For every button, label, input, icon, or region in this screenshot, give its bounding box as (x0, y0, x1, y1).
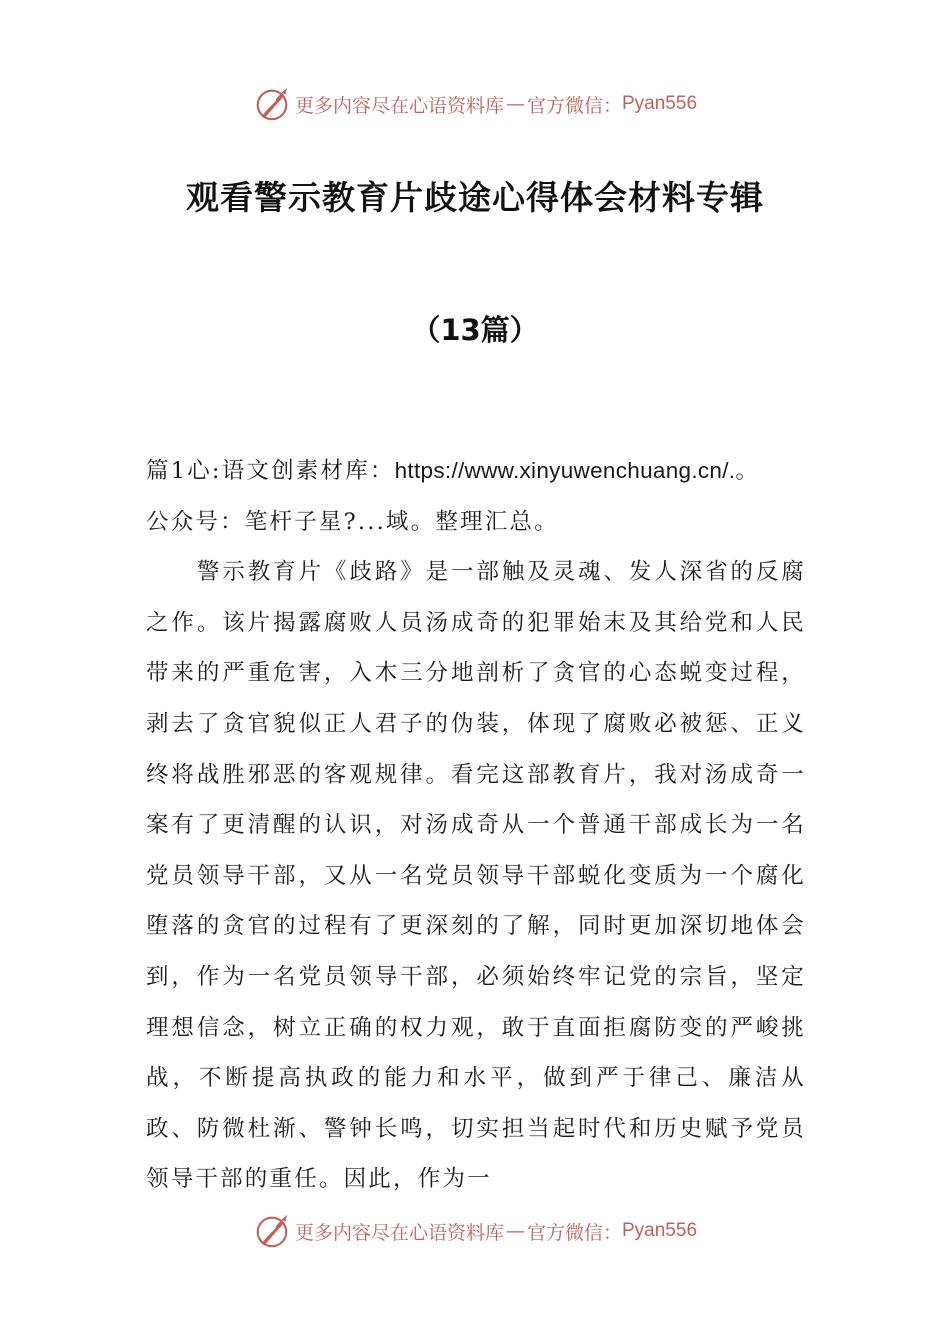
watermark-label: 官方微信： (526, 94, 622, 117)
document-title: 观看警示教育片歧途心得体会材料专辑 (186, 178, 764, 217)
source-url: https://www.xinyuwenchuang.cn/. (394, 458, 736, 483)
watermark-account: Pyan556 (622, 1220, 698, 1241)
watermark-separator: — (505, 93, 525, 115)
quill-pen-logo-icon (253, 85, 291, 123)
watermark-label: 官方微信： (526, 1221, 622, 1244)
intro-line-1 (146, 446, 806, 497)
body-paragraph: 警示教育片《歧路》是一部触及灵魂、发人深省的反腐之作。该片揭露腐败人员汤成奇的犯罪始末及其给党和人民带来的严重危害，入木三分地剖析了贪官的心态蜕变过程，剥去了贪官貌似正人君子的伪装，体现了腐败必被惩、正义终将战胜邪恶的客观规律。看完这部教育片，我对汤成奇一案有了更清醒的认识，对汤成奇从一个普通干部成长为一名党员领导干部，又从一名党员领导干部蜕化变质为一个腐化堕落的贪官的过程有了更深刻的了解，同时更加深切地体会到，作为一名党员领导干部，必须始终牢记党的宗旨，坚定理想信念，树立正确的权力观，敢于直面拒腐防变的严峻挑战，不断提高执政的能力和水平，做到严于律己、廉洁从政、防微杜渐、警钟长鸣，切实担当起时代和历史赋予党员领导干部的重任。因此，作为一 (146, 559, 806, 1193)
intro-prefix: 篇1心:语文创素材库： (146, 458, 395, 484)
watermark-brand: 更多内容尽在心语资料库 (294, 1221, 504, 1244)
intro-line-2: 公众号：笔杆子星?...域。整理汇总。 (146, 508, 559, 535)
document-body (146, 446, 806, 1205)
quill-pen-logo-icon (253, 1212, 291, 1250)
footer-watermark (0, 1211, 950, 1251)
header-watermark (0, 84, 950, 124)
document-subtitle: （13篇） (411, 313, 539, 347)
watermark-brand: 更多内容尽在心语资料库 (294, 94, 504, 117)
watermark-separator: — (505, 1220, 525, 1242)
watermark-account: Pyan556 (622, 93, 698, 114)
intro-line1-end: 。 (735, 458, 761, 484)
